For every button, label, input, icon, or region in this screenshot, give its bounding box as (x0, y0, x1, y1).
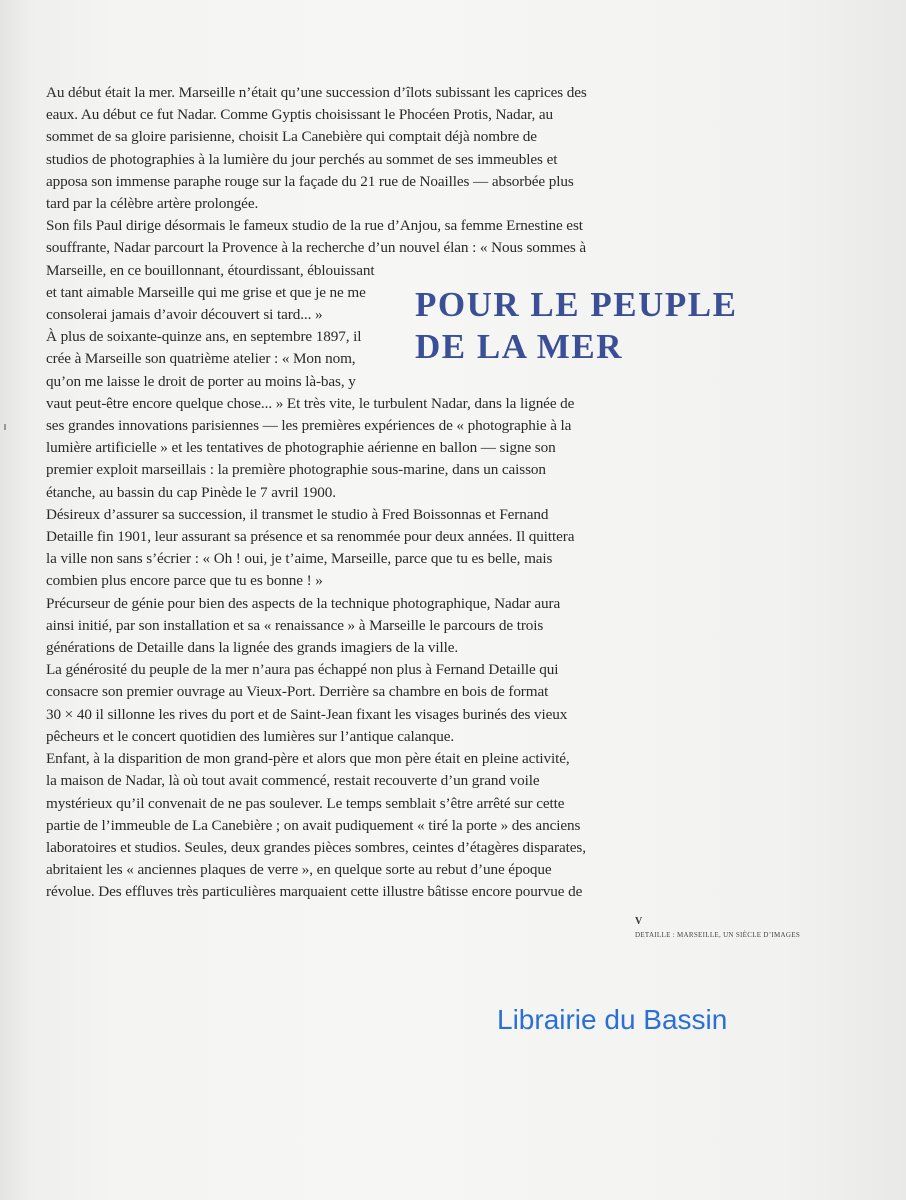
running-footer: DETAILLE : MARSEILLE, UN SIÈCLE D’IMAGES (635, 931, 801, 939)
text-line: Désireux d’assurer sa succession, il transmet le studio à Fred Boissonnas et Fernand (46, 505, 549, 523)
text-line: Detaille fin 1901, leur assurant sa présence et sa renommée pour deux années. Il quittera (46, 528, 575, 546)
text-line: la ville non sans s’écrier : « Oh ! oui, je t’aime, Marseille, parce que tu es belle, mais (46, 550, 553, 568)
headline-line: DE LA MER (415, 327, 623, 366)
text-line: consacre son premier ouvrage au Vieux-Port. Derrière sa chambre en bois de format (46, 683, 549, 701)
text-line: ainsi initié, par son installation et sa « renaissance » à Marseille le parcours de trois (46, 616, 544, 634)
text-line: Enfant, à la disparition de mon grand-père et alors que mon père était en pleine activité, (46, 750, 570, 768)
text-line: crée à Marseille son quatrième atelier : « Mon nom, (46, 350, 356, 368)
text-line: étanche, au bassin du cap Pinède le 7 avril 1900. (46, 483, 336, 501)
chapter-headline (415, 284, 805, 368)
text-line: pêcheurs et le concert quotidien des lumières sur l’antique calanque. (46, 727, 455, 745)
headline-line: POUR LE PEUPLE (415, 285, 738, 324)
text-line: tard par la célèbre artère prolongée. (46, 195, 259, 213)
text-line: vaut peut-être encore quelque chose... » Et très vite, le turbulent Nadar, dans la lignée de (46, 394, 575, 412)
text-line: Au début était la mer. Marseille n’était qu’une succession d’îlots subissant les caprices des (46, 84, 587, 101)
page-number: V (635, 916, 643, 927)
text-line: et tant aimable Marseille qui me grise et que je ne me (46, 283, 366, 301)
paragraph-1 (46, 82, 646, 215)
text-line: révolue. Des effluves très particulières marquaient cette illustre bâtisse encore pourvue de (46, 883, 583, 901)
paragraph-4 (46, 504, 646, 593)
text-line: laboratoires et studios. Seules, deux grandes pièces sombres, ceintes d’étagères disparates, (46, 838, 586, 856)
text-line: combien plus encore parce que tu es bonne ! » (46, 572, 323, 590)
text-line: premier exploit marseillais : la première photographie sous-marine, dans un caisson (46, 461, 546, 479)
text-line: partie de l’immeuble de La Canebière ; on avait pudiquement « tiré la porte » des anciens (46, 816, 581, 834)
page-edge-mark (4, 424, 6, 430)
text-line: la maison de Nadar, là où tout avait commencé, restait recouverte d’un grand voile (46, 772, 540, 790)
text-line: abritaient les « anciennes plaques de verre », en quelque sorte au rebut d’une époque (46, 861, 552, 879)
body-text (46, 82, 646, 904)
text-line: 30 × 40 il sillonne les rives du port et de Saint-Jean fixant les visages burinés des vieux (46, 705, 568, 723)
text-line: Marseille, en ce bouillonnant, étourdissant, éblouissant (46, 261, 375, 279)
text-line: apposa son immense paraphe rouge sur la façade du 21 rue de Noailles — absorbée plus (46, 172, 574, 190)
paragraph-5 (46, 593, 646, 660)
text-line: eaux. Au début ce fut Nadar. Comme Gyptis choisissant le Phocéen Protis, Nadar, au (46, 106, 554, 124)
paragraph-7 (46, 748, 646, 903)
text-line: souffrante, Nadar parcourt la Provence à la recherche d’un nouvel élan : « Nous sommes à (46, 239, 586, 257)
text-line: ses grandes innovations parisiennes — les premières expériences de « photographie à la (46, 417, 572, 435)
text-line: mystérieux qu’il convenait de ne pas soulever. Le temps semblait s’être arrêté sur cette (46, 794, 565, 812)
text-line: générations de Detaille dans la lignée des grands imagiers de la ville. (46, 639, 459, 657)
text-line: qu’on me laisse le droit de porter au moins là-bas, y (46, 372, 356, 390)
text-line: consolerai jamais d’avoir découvert si tard... » (46, 306, 323, 324)
text-line: Son fils Paul dirige désormais le fameux studio de la rue d’Anjou, sa femme Ernestine est (46, 217, 583, 235)
bookseller-watermark: Librairie du Bassin (497, 1004, 728, 1035)
text-line: Précurseur de génie pour bien des aspects de la technique photographique, Nadar aura (46, 594, 561, 612)
text-line: studios de photographies à la lumière du jour perchés au sommet de ses immeubles et (46, 150, 558, 168)
text-line: sommet de sa gloire parisienne, choisit La Canebière qui comptait déjà nombre de (46, 128, 537, 146)
text-line: La générosité du peuple de la mer n’aura pas échappé non plus à Fernand Detaille qui (46, 661, 559, 679)
text-line: lumière artificielle » et les tentatives de photographie aérienne en ballon — signe son (46, 439, 556, 457)
paragraph-6 (46, 659, 646, 748)
text-line: À plus de soixante-quinze ans, en septembre 1897, il (46, 328, 362, 346)
